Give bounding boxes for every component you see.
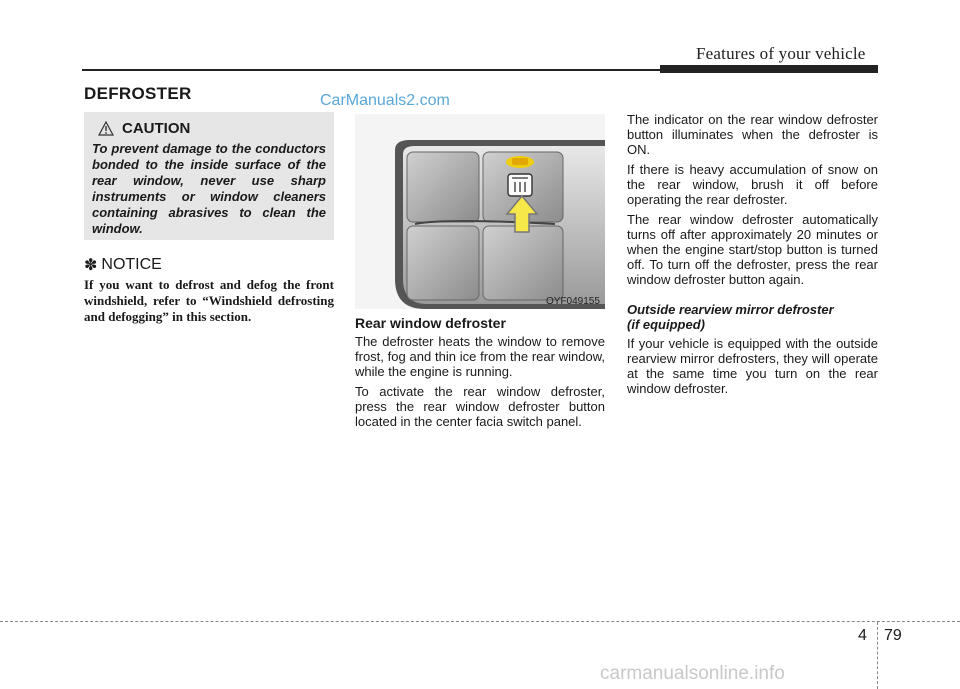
footer-vertical-divider [877, 622, 878, 689]
caution-box [84, 112, 334, 240]
warning-triangle-icon [98, 121, 114, 136]
mirror-defroster-heading-line1: Outside rearview mirror defroster [627, 302, 834, 317]
watermark-bottom[interactable]: carmanualsonline.info [600, 663, 785, 684]
column3-p1: The indicator on the rear window defroster button illuminates when the defroster is ON. [627, 112, 878, 157]
caution-text: To prevent damage to the conductors bonded to the inside surface of the rear window, never use sharp instruments or window cleaners containing abrasives to clean the window. [92, 141, 326, 236]
caution-header [98, 120, 326, 137]
notice-text: If you want to defrost and defog the front windshield, refer to “Windshield defrosting and defogging” in this section. [84, 277, 334, 324]
rear-defroster-heading: Rear window defroster [355, 315, 506, 331]
mirror-defroster-body [627, 336, 878, 401]
notice-label: NOTICE [101, 256, 162, 273]
notice-header [84, 255, 162, 275]
notice-star-icon: ✽ [84, 257, 98, 274]
caution-label: CAUTION [122, 120, 191, 137]
mirror-defroster-heading-line2: (if equipped) [627, 317, 705, 332]
header-title: Features of your vehicle [696, 44, 866, 63]
page-number: 79 [884, 627, 902, 644]
rear-defroster-p1: The defroster heats the window to remove frost, fog and thin ice from the rear window, while the engine is running. [355, 334, 605, 379]
mirror-defroster-heading [627, 302, 878, 332]
column3-p3: The rear window defroster automatically turns off after approximately 20 minutes or when the engine start/stop button is turned off. To turn off the defroster, press the rear window defroster button again. [627, 212, 878, 287]
section-title: DEFROSTER [84, 84, 192, 103]
footer-divider [0, 621, 960, 622]
header-rule-thick [660, 65, 878, 73]
image-code: OYF049155 [546, 296, 600, 307]
mirror-defroster-p1: If your vehicle is equipped with the outside rearview mirror defrosters, they will operate at the same time you turn on the rear window defroster. [627, 336, 878, 396]
watermark-top[interactable]: CarManuals2.com [320, 92, 450, 109]
indicator-body [627, 112, 878, 292]
header-rule-thin [82, 69, 662, 71]
switch-panel-illustration [355, 114, 605, 309]
chapter-number: 4 [858, 627, 867, 644]
column3-p2: If there is heavy accumulation of snow on the rear window, brush it off before operating the rear defroster. [627, 162, 878, 207]
rear-defroster-p2: To activate the rear window defroster, press the rear window defroster button located in the center facia switch panel. [355, 384, 605, 429]
rear-defroster-body [355, 334, 605, 434]
defroster-button-photo [355, 114, 605, 309]
